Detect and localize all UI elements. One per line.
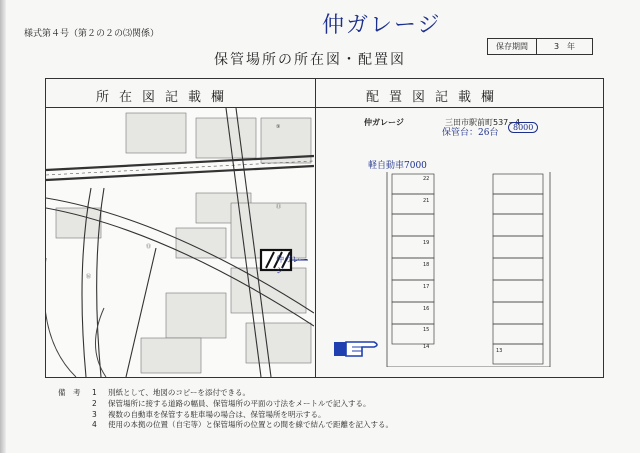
slot-number: 19 <box>423 240 430 246</box>
scan-edge <box>0 0 6 453</box>
svg-text:⑪: ⑪ <box>276 204 282 210</box>
retention-period-box <box>487 38 593 55</box>
svg-text:⑨: ⑨ <box>276 124 281 130</box>
note-text: 複数の自動車を保管する駐車場の場合は、保管場所を明示する。 <box>108 409 326 419</box>
note-row <box>58 420 393 431</box>
slot-number: 16 <box>423 306 430 312</box>
handwritten-fee: 8000 <box>508 122 538 133</box>
form-number: 様式第４号（第２の２の⑶関係） <box>24 29 160 39</box>
svg-text:⑬: ⑬ <box>146 244 152 250</box>
layout-map-header: 配置図記載欄 <box>366 90 505 105</box>
slot-number: 21 <box>423 198 430 204</box>
lot-name: 仲ガレージ <box>364 118 404 127</box>
retention-period-label: 保存期間 <box>488 39 537 54</box>
slot-number: 13 <box>496 348 503 354</box>
lot-address: 三田市駅前町537−4 <box>445 118 521 127</box>
notes-section <box>58 388 393 431</box>
slot-number: 18 <box>423 262 430 268</box>
note-number: 1 <box>92 388 97 397</box>
note-text: 別紙として、地図のコピーを添付できる。 <box>108 388 251 397</box>
slot-number: 15 <box>423 327 430 333</box>
note-row <box>58 410 393 421</box>
handwritten-capacity: 保管台：26台 <box>442 128 499 138</box>
note-number: 2 <box>92 398 97 408</box>
layout-outline <box>375 172 565 367</box>
center-divider <box>315 78 316 378</box>
street-map-drawing <box>46 108 314 377</box>
slot-number: 22 <box>423 176 430 182</box>
slot-number: 14 <box>423 344 430 350</box>
notes-label: 備 考 <box>58 388 81 397</box>
svg-text:⑯: ⑯ <box>86 274 92 280</box>
note-row <box>58 399 393 410</box>
slot-number: 17 <box>423 284 430 290</box>
note-text: 保管場所に接する道路の幅員、保管場所の平面の寸法をメートルで記入する。 <box>108 398 371 408</box>
parking-layout <box>375 172 565 367</box>
note-number: 4 <box>92 420 97 430</box>
location-map-header: 所在図記載欄 <box>96 90 235 105</box>
note-number: 3 <box>92 409 97 419</box>
note-text: 使用の本拠の位置（自宅等）と保管場所の位置との間を線で結んで距離を記入する。 <box>108 420 393 430</box>
handwritten-title: 仲ガレージ <box>322 13 442 38</box>
note-row <box>58 388 393 399</box>
page-title: 保管場所の所在図・配置図 <box>214 52 406 68</box>
retention-period-value: 3 年 <box>553 42 576 51</box>
location-map <box>46 108 314 377</box>
handwritten-kei-fee: 軽自動車7000 <box>368 161 427 171</box>
map-handwritten-note: 仲ガレージ <box>276 255 308 275</box>
